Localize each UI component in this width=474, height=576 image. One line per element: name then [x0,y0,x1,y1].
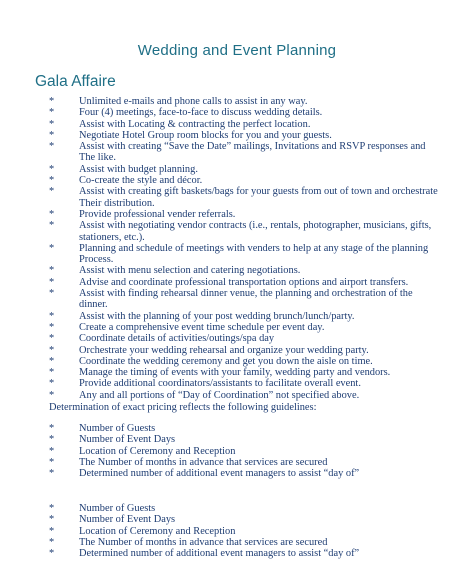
list-item [0,119,439,130]
list-item-text: Any and all portions of “Day of Coordination” not specified above. [79,389,360,401]
list-item-text: Advise and coordinate professional transportation options and airport transfers. [79,276,409,288]
list-item-text: Number of Event Days [79,434,176,446]
bullet-icon: * [49,321,55,333]
list-item [0,356,439,367]
list-item-text: Assist with creating gift baskets/bags for your guests from out of town and orchestrate Their distribution. [79,186,438,209]
list-item-text: Determined number of additional event managers to assist “day of” [79,468,360,480]
document-title: Wedding and Event Planning [137,42,337,59]
bullet-icon: * [49,525,55,537]
list-item [0,378,439,389]
list-item [0,288,439,311]
list-item-text: The Number of months in advance that services are secured [79,456,328,468]
bullet-icon: * [49,536,55,548]
list-item-text: Provide professional vender referrals. [79,208,236,220]
list-item-text: Location of Ceremony and Reception [79,445,236,457]
list-item-text: The Number of months in advance that services are secured [79,536,328,548]
list-item-text: Assist with menu selection and catering negotiations. [79,265,301,277]
list-item-text: Assist with finding rehearsal dinner venue, the planning and orchestration of the dinner. [79,288,413,311]
list-item [0,514,439,525]
bullet-icon: * [49,468,55,480]
list-item-text: Location of Ceremony and Reception [79,525,236,537]
bullet-icon: * [49,141,55,153]
bullet-icon: * [49,355,55,367]
list-item [0,107,439,118]
list-item [0,175,439,186]
list-item [0,537,439,548]
bullet-icon: * [49,344,55,356]
list-item [0,468,439,479]
list-item [0,345,439,356]
bullet-icon: * [49,378,55,390]
list-item-text: Four (4) meetings, face-to-face to discuss wedding details. [79,107,323,119]
bullet-icon: * [49,265,55,277]
bullet-icon: * [49,548,55,560]
list-item [0,220,439,243]
guideline-intro: Determination of exact pricing reflects the following guidelines: [49,402,317,413]
bullet-icon: * [49,129,55,141]
list-item-text: Provide additional coordinators/assistants to facilitate overall event. [79,378,361,390]
services-list [0,96,439,401]
bullet-icon: * [49,445,55,457]
list-item [0,265,439,276]
bullet-icon: * [49,514,55,526]
list-item [0,333,439,344]
list-item [0,243,439,266]
bullet-icon: * [49,456,55,468]
list-item [0,277,439,288]
list-item-text: Assist with the planning of your post wedding brunch/lunch/party. [79,310,355,322]
list-item-text: Assist with budget planning. [79,163,198,175]
list-item [0,548,439,559]
list-item [0,130,439,141]
list-item [0,322,439,333]
list-item-text: Number of Event Days [79,514,176,526]
bullet-icon: * [49,333,55,345]
bullet-icon: * [49,107,55,119]
list-item [0,311,439,322]
list-item [0,141,439,164]
bullet-icon: * [49,389,55,401]
bullet-icon: * [49,163,55,175]
bullet-icon: * [49,423,55,434]
list-item-text: Unlimited e-mails and phone calls to assist in any way. [79,96,308,107]
list-item-text: Assist with creating “Save the Date” mailings, Invitations and RSVP responses and The like. [79,141,426,164]
bullet-icon: * [49,434,55,446]
list-item-text: Negotiate Hotel Group room blocks for you and your guests. [79,129,332,141]
list-item-text: Co-create the style and décor. [79,175,203,187]
list-item-text: Determined number of additional event managers to assist “day of” [79,548,360,560]
list-item [0,434,439,445]
list-item-text: Create a comprehensive event time schedule per event day. [79,321,325,333]
list-item-text: Orchestrate your wedding rehearsal and organize your wedding party. [79,344,369,356]
list-item [0,446,439,457]
list-item [0,96,439,107]
list-item-text: Number of Guests [79,423,156,434]
guidelines-list-1 [0,423,439,479]
bullet-icon: * [49,276,55,288]
list-item [0,457,439,468]
list-item-text: Coordinate details of activities/outings/spa day [79,333,275,345]
list-item [0,390,439,401]
list-item [0,503,439,514]
bullet-icon: * [49,220,55,232]
list-item [0,526,439,537]
section-heading: Gala Affaire [35,73,116,90]
bullet-icon: * [49,96,55,107]
list-item [0,423,439,434]
list-item-text: Manage the timing of events with your family, wedding party and vendors. [79,367,391,379]
list-item-text: Planning and schedule of meetings with venders to help at any stage of the planning Process. [79,242,429,266]
list-item [0,164,439,175]
list-item [0,209,439,220]
list-item [0,367,439,378]
bullet-icon: * [49,208,55,220]
list-item-text: Assist with Locating & contracting the perfect location. [79,118,311,130]
guidelines-list-2 [0,503,439,559]
list-item-text: Assist with negotiating vendor contracts (i.e., rentals, photographer, musicians, gifts, stationers, etc.). [79,220,432,243]
list-item-text: Number of Guests [79,503,156,514]
bullet-icon: * [49,175,55,187]
bullet-icon: * [49,367,55,379]
bullet-icon: * [49,310,55,322]
list-item [0,186,439,209]
bullet-icon: * [49,242,55,254]
bullet-icon: * [49,186,55,198]
bullet-icon: * [49,288,55,300]
list-item-text: Coordinate the wedding ceremony and get you down the aisle on time. [79,355,373,367]
bullet-icon: * [49,503,55,514]
bullet-icon: * [49,118,55,130]
